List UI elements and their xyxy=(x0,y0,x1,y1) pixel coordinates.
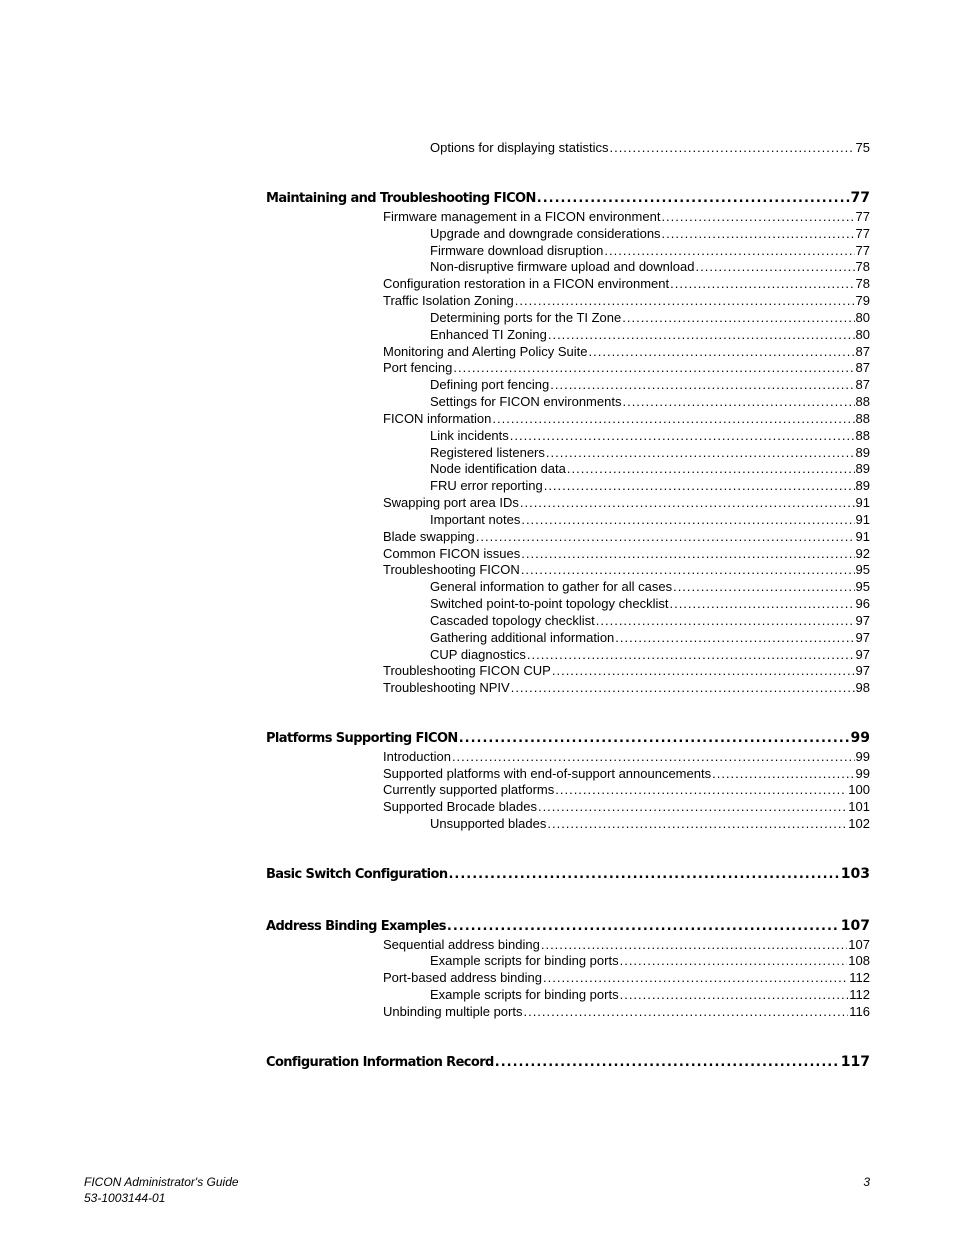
toc-entry-page: 77 xyxy=(855,243,870,258)
toc-entry-page: 96 xyxy=(855,596,870,611)
toc-entry[interactable] xyxy=(430,327,870,342)
toc-entry[interactable] xyxy=(383,562,870,577)
toc-entry-title: Currently supported platforms xyxy=(383,782,555,797)
toc-entry-title: Supported platforms with end-of-support announcements xyxy=(383,766,712,781)
toc-dot-leader xyxy=(476,529,855,544)
toc-entry-page: 77 xyxy=(855,226,870,241)
toc-dot-leader xyxy=(527,647,855,662)
toc-dot-leader xyxy=(452,749,855,764)
toc-entry[interactable] xyxy=(430,512,870,527)
toc-entry-page: 95 xyxy=(855,579,870,594)
toc-entry-title: Introduction xyxy=(383,749,451,764)
toc-entry-title: Example scripts for binding ports xyxy=(430,953,619,968)
toc-dot-leader xyxy=(609,140,854,155)
toc-entry-page: 97 xyxy=(855,647,870,662)
toc-entry-page: 98 xyxy=(855,680,870,695)
toc-entry-title: Switched point-to-point topology checklist xyxy=(430,596,669,611)
toc-entry[interactable] xyxy=(430,953,870,968)
toc-entry-title: FRU error reporting xyxy=(430,478,543,493)
toc-entry-page: 95 xyxy=(855,562,870,577)
toc-chapter-entry[interactable] xyxy=(266,866,870,882)
toc-dot-leader xyxy=(543,970,848,985)
toc-entry-title: Port fencing xyxy=(383,360,453,375)
toc-entry-title: Troubleshooting FICON xyxy=(383,562,520,577)
toc-dot-leader xyxy=(544,478,855,493)
toc-dot-leader xyxy=(521,562,855,577)
toc-entry-page: 103 xyxy=(840,866,870,882)
toc-entry-page: 112 xyxy=(849,987,870,1002)
toc-entry-page: 89 xyxy=(855,478,870,493)
toc-dot-leader xyxy=(661,209,854,224)
toc-entry[interactable] xyxy=(383,663,870,678)
toc-entry-page: 99 xyxy=(855,766,870,781)
toc-dot-leader xyxy=(511,680,855,695)
toc-entry[interactable] xyxy=(430,596,870,611)
toc-entry[interactable] xyxy=(383,766,870,781)
toc-entry-title: Swapping port area IDs xyxy=(383,495,519,510)
toc-entry-page: 79 xyxy=(855,293,870,308)
toc-entry-page: 77 xyxy=(850,190,870,206)
toc-entry[interactable] xyxy=(383,680,870,695)
toc-entry-page: 102 xyxy=(848,816,870,831)
toc-entry[interactable] xyxy=(383,411,870,426)
toc-dot-leader xyxy=(712,766,854,781)
toc-entry[interactable] xyxy=(383,937,870,952)
toc-dot-leader xyxy=(615,630,854,645)
toc-entry-title: Troubleshooting FICON CUP xyxy=(383,663,551,678)
toc-dot-leader xyxy=(604,243,854,258)
toc-entry[interactable] xyxy=(430,613,870,628)
toc-entry-page: 78 xyxy=(855,259,870,274)
toc-dot-leader xyxy=(669,596,854,611)
toc-dot-leader xyxy=(620,987,849,1002)
toc-dot-leader xyxy=(515,293,855,308)
toc-entry[interactable] xyxy=(383,799,870,814)
toc-dot-leader xyxy=(510,428,855,443)
toc-entry-page: 89 xyxy=(855,461,870,476)
footer-guide-title: FICON Administrator's Guide xyxy=(84,1175,239,1189)
toc-dot-leader xyxy=(492,411,854,426)
footer-page-number: 3 xyxy=(863,1175,870,1189)
toc-dot-leader xyxy=(589,344,855,359)
toc-entry-page: 88 xyxy=(855,411,870,426)
toc-entry-page: 80 xyxy=(855,310,870,325)
toc-entry-page: 97 xyxy=(855,630,870,645)
toc-entry[interactable] xyxy=(383,495,870,510)
toc-entry[interactable] xyxy=(383,344,870,359)
toc-entry-page: 87 xyxy=(855,377,870,392)
toc-entry-title: Unbinding multiple ports xyxy=(383,1004,523,1019)
toc-entry[interactable] xyxy=(430,394,870,409)
toc-entry-page: 75 xyxy=(855,140,870,155)
toc-entry-page: 92 xyxy=(855,546,870,561)
toc-entry-page: 116 xyxy=(849,1004,870,1019)
toc-entry-title: Platforms Supporting FICON xyxy=(266,731,458,746)
toc-entry-page: 89 xyxy=(855,445,870,460)
toc-entry-title: Troubleshooting NPIV xyxy=(383,680,510,695)
toc-entry-title: Unsupported blades xyxy=(430,816,547,831)
toc-entry-page: 97 xyxy=(855,613,870,628)
toc-entry[interactable] xyxy=(430,310,870,325)
toc-entry-title: Blade swapping xyxy=(383,529,475,544)
footer-doc-number: 53-1003144-01 xyxy=(84,1191,166,1205)
toc-dot-leader xyxy=(547,816,847,831)
toc-dot-leader xyxy=(459,731,850,746)
toc-dot-leader xyxy=(673,579,854,594)
toc-entry[interactable] xyxy=(430,140,870,155)
toc-dot-leader xyxy=(550,377,854,392)
toc-entry[interactable] xyxy=(383,360,870,375)
toc-dot-leader xyxy=(555,782,847,797)
toc-entry-page: 100 xyxy=(848,782,870,797)
toc-entry[interactable] xyxy=(383,970,870,985)
toc-entry-page: 91 xyxy=(855,529,870,544)
toc-entry-page: 99 xyxy=(850,730,870,746)
toc-entry[interactable] xyxy=(430,987,870,1002)
toc-entry-page: 117 xyxy=(840,1054,870,1070)
toc-dot-leader xyxy=(521,546,854,561)
toc-entry-title: CUP diagnostics xyxy=(430,647,526,662)
toc-dot-leader xyxy=(620,953,848,968)
toc-chapter-entry[interactable] xyxy=(266,1054,870,1070)
toc-entry-title: Node identification data xyxy=(430,461,566,476)
toc-entry-title: Defining port fencing xyxy=(430,377,550,392)
toc-entry-title: Address Binding Examples xyxy=(266,919,446,934)
toc-dot-leader xyxy=(670,276,854,291)
toc-entry[interactable] xyxy=(430,243,870,258)
toc-dot-leader xyxy=(523,1004,848,1019)
toc-entry[interactable] xyxy=(430,377,870,392)
toc-entry-page: 101 xyxy=(848,799,870,814)
toc-entry-title: Enhanced TI Zoning xyxy=(430,327,547,342)
toc-entry-title: Registered listeners xyxy=(430,445,545,460)
toc-entry-page: 78 xyxy=(855,276,870,291)
toc-dot-leader xyxy=(448,867,839,882)
toc-dot-leader xyxy=(453,360,854,375)
toc-entry[interactable] xyxy=(383,209,870,224)
toc-chapter-entry[interactable] xyxy=(266,190,870,206)
toc-entry-title: Maintaining and Troubleshooting FICON xyxy=(266,191,536,206)
toc-entry-page: 108 xyxy=(848,953,870,968)
toc-entry[interactable] xyxy=(383,749,870,764)
toc-entry-title: Port-based address binding xyxy=(383,970,542,985)
toc-dot-leader xyxy=(541,937,847,952)
toc-chapter-entry[interactable] xyxy=(266,918,870,934)
toc-entry-title: Determining ports for the TI Zone xyxy=(430,310,622,325)
toc-dot-leader xyxy=(548,327,855,342)
toc-entry-page: 80 xyxy=(855,327,870,342)
toc-entry-page: 88 xyxy=(855,428,870,443)
toc-entry-title: Supported Brocade blades xyxy=(383,799,537,814)
toc-dot-leader xyxy=(538,799,847,814)
toc-dot-leader xyxy=(622,394,854,409)
toc-entry[interactable] xyxy=(430,478,870,493)
toc-entry[interactable] xyxy=(383,782,870,797)
toc-entry[interactable] xyxy=(430,630,870,645)
toc-entry-title: Basic Switch Configuration xyxy=(266,867,448,882)
toc-entry[interactable] xyxy=(430,445,870,460)
toc-dot-leader xyxy=(520,495,855,510)
toc-dot-leader xyxy=(495,1055,840,1070)
toc-entry[interactable] xyxy=(383,546,870,561)
toc-entry-page: 91 xyxy=(855,495,870,510)
toc-entry-title: Sequential address binding xyxy=(383,937,540,952)
toc-entry-page: 87 xyxy=(855,344,870,359)
toc-entry-title: FICON information xyxy=(383,411,492,426)
toc-entry[interactable] xyxy=(383,276,870,291)
toc-dot-leader xyxy=(596,613,855,628)
toc-entry-title: Settings for FICON environments xyxy=(430,394,622,409)
toc-entry[interactable] xyxy=(430,647,870,662)
toc-entry-page: 107 xyxy=(848,937,870,952)
toc-entry-page: 77 xyxy=(855,209,870,224)
toc-dot-leader xyxy=(521,512,854,527)
toc-dot-leader xyxy=(537,191,850,206)
toc-entry-title: Traffic Isolation Zoning xyxy=(383,293,514,308)
toc-entry-page: 91 xyxy=(855,512,870,527)
toc-entry[interactable] xyxy=(430,428,870,443)
toc-entry[interactable] xyxy=(383,293,870,308)
toc-entry-title: Cascaded topology checklist xyxy=(430,613,595,628)
toc-entry-page: 99 xyxy=(855,749,870,764)
toc-entry-title: Common FICON issues xyxy=(383,546,521,561)
toc-entry[interactable] xyxy=(430,816,870,831)
toc-entry-title: Firmware management in a FICON environment xyxy=(383,209,661,224)
toc-entry-title: General information to gather for all cases xyxy=(430,579,673,594)
toc-entry-title: Configuration restoration in a FICON environment xyxy=(383,276,670,291)
toc-entry-page: 87 xyxy=(855,360,870,375)
toc-entry[interactable] xyxy=(430,461,870,476)
toc-entry-title: Non-disruptive firmware upload and download xyxy=(430,259,695,274)
toc-entry-page: 97 xyxy=(855,663,870,678)
toc-entry-title: Firmware download disruption xyxy=(430,243,604,258)
toc-entry-title: Important notes xyxy=(430,512,521,527)
toc-dot-leader xyxy=(567,461,855,476)
toc-dot-leader xyxy=(695,259,854,274)
toc-entry-title: Gathering additional information xyxy=(430,630,615,645)
toc-entry[interactable] xyxy=(383,1004,870,1019)
toc-entry[interactable] xyxy=(430,579,870,594)
toc-dot-leader xyxy=(662,226,855,241)
toc-entry-title: Options for displaying statistics xyxy=(430,140,609,155)
toc-entry-page: 88 xyxy=(855,394,870,409)
toc-entry-page: 112 xyxy=(849,970,870,985)
toc-entry-title: Monitoring and Alerting Policy Suite xyxy=(383,344,588,359)
toc-entry[interactable] xyxy=(430,226,870,241)
toc-entry-title: Configuration Information Record xyxy=(266,1055,494,1070)
toc-dot-leader xyxy=(447,919,840,934)
toc-entry-page: 107 xyxy=(840,918,870,934)
toc-entry[interactable] xyxy=(383,529,870,544)
toc-dot-leader xyxy=(552,663,855,678)
toc-entry-title: Link incidents xyxy=(430,428,509,443)
toc-dot-leader xyxy=(546,445,855,460)
toc-entry-title: Example scripts for binding ports xyxy=(430,987,619,1002)
toc-chapter-entry[interactable] xyxy=(266,730,870,746)
toc-dot-leader xyxy=(622,310,854,325)
toc-entry-title: Upgrade and downgrade considerations xyxy=(430,226,661,241)
toc-entry[interactable] xyxy=(430,259,870,274)
